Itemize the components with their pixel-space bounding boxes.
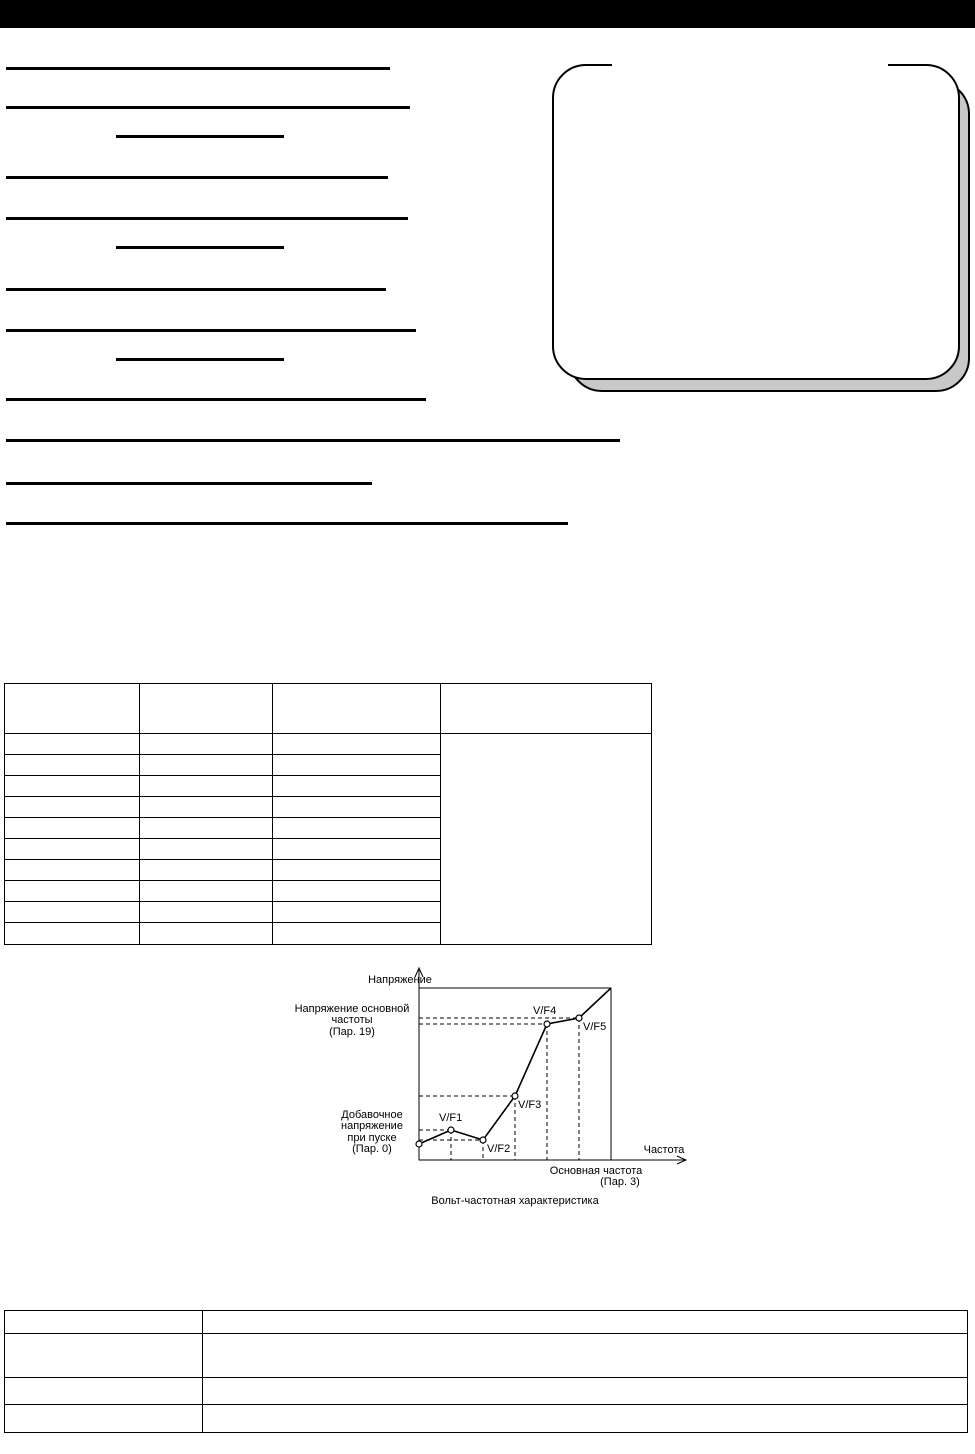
callout-title-gap — [612, 60, 888, 68]
table-cell — [5, 1378, 203, 1405]
callout-box — [552, 64, 960, 380]
table-row — [5, 1334, 968, 1378]
y-annotation-line: Напряжение основной — [294, 1003, 410, 1015]
table-cell — [202, 1378, 967, 1405]
description-table — [4, 1310, 968, 1433]
table-cell — [272, 902, 441, 923]
table-merged-cell — [441, 734, 652, 945]
table-cell — [139, 755, 272, 776]
data-label: V/F4 — [533, 1005, 557, 1017]
text-line — [116, 246, 284, 249]
table-cell — [5, 923, 140, 945]
x-axis-label: Частота — [643, 1144, 685, 1156]
text-line — [6, 288, 386, 291]
text-line — [6, 67, 390, 70]
table-cell — [272, 860, 441, 881]
data-point — [544, 1021, 550, 1027]
table-cell — [5, 818, 140, 839]
text-line — [6, 106, 410, 109]
data-label: V/F5 — [583, 1021, 607, 1033]
data-point — [480, 1137, 486, 1143]
x-annotation-line: (Пар. 3) — [600, 1176, 640, 1188]
table-cell — [272, 881, 441, 902]
header-bar — [0, 0, 975, 28]
text-line — [6, 329, 416, 332]
table-cell — [5, 860, 140, 881]
text-line — [116, 135, 284, 138]
data-point — [576, 1015, 582, 1021]
table-cell — [272, 839, 441, 860]
table-row — [5, 1378, 968, 1405]
data-label: V/F3 — [518, 1099, 542, 1111]
table-cell — [139, 839, 272, 860]
table-cell — [202, 1311, 967, 1334]
table-cell — [5, 1405, 203, 1433]
table-cell — [202, 1334, 967, 1378]
data-point — [448, 1127, 454, 1133]
text-line — [6, 522, 568, 525]
table-cell — [272, 755, 441, 776]
chart-plot-area — [415, 968, 686, 1164]
table-cell — [139, 684, 272, 734]
data-label: V/F2 — [487, 1143, 511, 1155]
y-annotation-line: Добавочное — [341, 1109, 403, 1121]
table-cell — [272, 923, 441, 945]
y-annotation-line: (Пар. 0) — [352, 1143, 392, 1155]
text-line — [6, 217, 408, 220]
table-cell — [139, 902, 272, 923]
table-cell — [139, 860, 272, 881]
table-cell — [5, 684, 140, 734]
table-cell — [5, 797, 140, 818]
table-cell — [272, 818, 441, 839]
text-line — [116, 358, 284, 361]
table-cell — [5, 1334, 203, 1378]
chart-title: Вольт-частотная характеристика — [431, 1195, 599, 1207]
table-cell — [139, 818, 272, 839]
parameter-table — [4, 683, 652, 945]
table-cell — [139, 881, 272, 902]
table-cell — [5, 776, 140, 797]
table-row — [5, 1311, 968, 1334]
y-annotation-line: при пуске — [347, 1132, 397, 1144]
table-cell — [441, 684, 652, 734]
y-annotation-line: напряжение — [341, 1120, 403, 1132]
table-cell — [5, 1311, 203, 1334]
table-cell — [272, 734, 441, 755]
table-cell — [272, 797, 441, 818]
text-line — [6, 398, 426, 401]
table-cell — [5, 881, 140, 902]
table-cell — [5, 734, 140, 755]
table-cell — [139, 923, 272, 945]
table-cell — [139, 776, 272, 797]
table-cell — [5, 902, 140, 923]
table-cell — [272, 684, 441, 734]
table-row — [5, 1405, 968, 1433]
table-cell — [202, 1405, 967, 1433]
text-line — [6, 176, 388, 179]
y-axis-label: Напряжение — [368, 974, 432, 986]
x-annotation-line: Основная частота — [549, 1165, 643, 1177]
vf-characteristic-chart — [270, 966, 710, 1216]
table-cell — [5, 839, 140, 860]
text-line — [6, 439, 620, 442]
data-point — [416, 1141, 422, 1147]
table-cell — [139, 797, 272, 818]
text-line — [6, 482, 372, 485]
table-row — [5, 734, 652, 755]
y-annotation-line: (Пар. 19) — [329, 1026, 375, 1038]
table-cell — [272, 776, 441, 797]
table-cell — [139, 734, 272, 755]
data-label: V/F1 — [439, 1112, 463, 1124]
y-annotation-line: частоты — [331, 1014, 373, 1026]
table-cell — [5, 755, 140, 776]
table-header-row — [5, 684, 652, 734]
